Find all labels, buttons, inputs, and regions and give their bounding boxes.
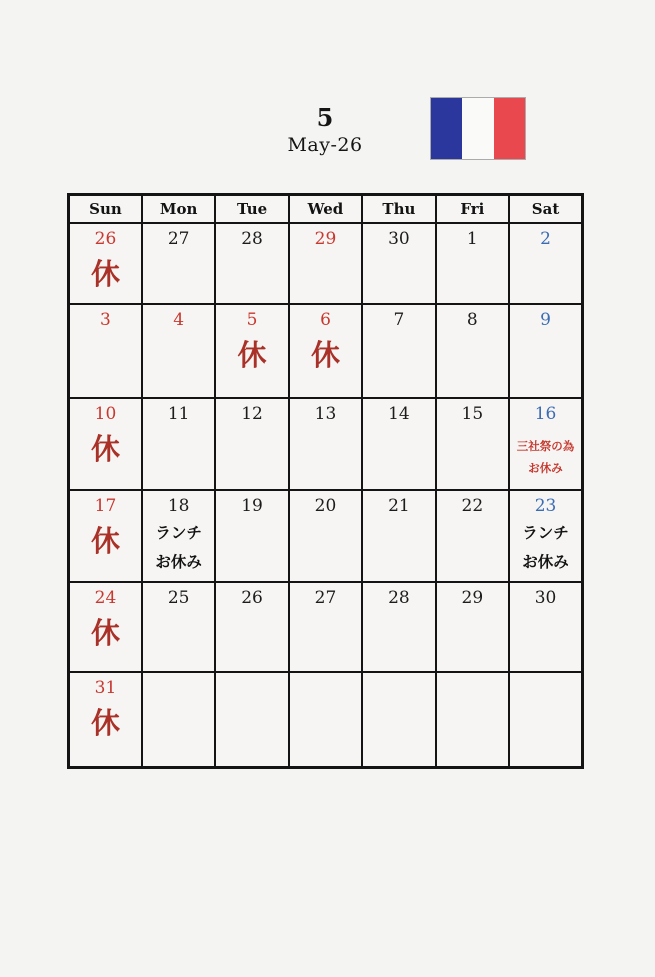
closure-note: 休 [90, 432, 120, 466]
flag-stripe-white [462, 98, 493, 159]
flag-stripe-blue [431, 98, 462, 159]
date-number: 9 [540, 310, 551, 330]
month-label: May-26 [287, 134, 363, 156]
date-number: 25 [167, 588, 190, 608]
closure-note: 休 [90, 616, 120, 650]
date-number: 6 [320, 310, 331, 330]
date-number: 1 [466, 229, 478, 249]
calendar-cell [436, 398, 509, 490]
date-number: 19 [241, 496, 263, 516]
date-number: 20 [314, 496, 337, 516]
calendar-cell [509, 582, 582, 672]
calendar-cell [436, 304, 509, 398]
date-number: 3 [100, 310, 111, 330]
calendar-cell [362, 582, 435, 672]
calendar-cell [436, 672, 509, 767]
calendar-cell [215, 490, 288, 582]
date-number: 10 [94, 404, 117, 424]
date-number: 18 [167, 496, 190, 516]
calendar-cell [69, 398, 142, 490]
date-number: 27 [314, 588, 337, 608]
closure-note: 休 [90, 257, 120, 291]
closure-note: 休 [237, 338, 267, 372]
calendar-cell [509, 672, 582, 767]
calendar-cell [142, 398, 215, 490]
calendar-cell [215, 398, 288, 490]
date-number: 8 [466, 310, 478, 330]
calendar-cell [289, 398, 362, 490]
calendar-table [67, 193, 584, 769]
calendar-header-row [69, 195, 583, 224]
date-number: 14 [388, 404, 410, 424]
date-number: 30 [388, 229, 410, 249]
calendar-cell [142, 223, 215, 304]
date-number: 2 [540, 229, 551, 249]
calendar-cell [362, 304, 435, 398]
date-number: 24 [94, 588, 117, 608]
calendar-cell [69, 490, 142, 582]
calendar-week-row [69, 582, 583, 672]
calendar-cell [289, 490, 362, 582]
calendar-cell [69, 223, 142, 304]
date-number: 28 [388, 588, 410, 608]
flag-stripe-red [494, 98, 525, 159]
closure-note: 三社祭の為 お休み [516, 439, 575, 475]
day-header-sun: Sun [69, 195, 142, 224]
closure-note: 休 [90, 524, 120, 558]
calendar-cell [362, 223, 435, 304]
day-header-thu: Thu [362, 195, 435, 224]
closure-note: ランチ お休み [155, 524, 202, 571]
date-number: 30 [534, 588, 557, 608]
calendar-week-row [69, 223, 583, 304]
calendar-cell [142, 672, 215, 767]
calendar-cell [142, 490, 215, 582]
calendar-cell [142, 304, 215, 398]
calendar-cell [509, 304, 582, 398]
calendar-cell [362, 490, 435, 582]
france-flag-icon [430, 97, 526, 160]
date-number: 11 [167, 404, 190, 424]
calendar-cell [215, 582, 288, 672]
calendar-cell [289, 304, 362, 398]
date-number: 29 [461, 588, 484, 608]
calendar-cell [289, 223, 362, 304]
calendar-week-row [69, 304, 583, 398]
calendar-week-row [69, 398, 583, 490]
date-number: 22 [461, 496, 484, 516]
date-number: 15 [461, 404, 484, 424]
date-number: 28 [241, 229, 263, 249]
month-number: 5 [316, 103, 334, 132]
date-number: 23 [534, 496, 557, 516]
date-number: 13 [314, 404, 337, 424]
calendar-cell [362, 398, 435, 490]
calendar-cell [509, 223, 582, 304]
date-number: 29 [314, 229, 337, 249]
calendar-cell [289, 582, 362, 672]
date-number: 27 [167, 229, 190, 249]
calendar-week-row [69, 672, 583, 767]
calendar-cell [142, 582, 215, 672]
date-number: 4 [173, 310, 185, 330]
day-header-tue: Tue [215, 195, 288, 224]
date-number: 17 [94, 496, 117, 516]
closure-note: ランチ お休み [522, 524, 569, 571]
day-header-wed: Wed [289, 195, 362, 224]
closure-note: 休 [90, 706, 120, 740]
date-number: 7 [393, 310, 405, 330]
date-number: 12 [241, 404, 263, 424]
calendar-cell [215, 223, 288, 304]
calendar-cell [362, 672, 435, 767]
date-number: 5 [246, 310, 258, 330]
calendar-cell [436, 223, 509, 304]
calendar-cell [69, 672, 142, 767]
calendar-cell [289, 672, 362, 767]
calendar-cell [509, 398, 582, 490]
date-number: 31 [94, 678, 117, 698]
calendar-cell [215, 672, 288, 767]
date-number: 21 [388, 496, 410, 516]
calendar-cell [509, 490, 582, 582]
day-header-mon: Mon [142, 195, 215, 224]
closure-note: 休 [310, 338, 340, 372]
day-header-sat: Sat [509, 195, 582, 224]
calendar-cell [69, 304, 142, 398]
day-header-fri: Fri [436, 195, 509, 224]
calendar-cell [436, 490, 509, 582]
date-number: 16 [534, 404, 557, 424]
calendar-cell [215, 304, 288, 398]
date-number: 26 [241, 588, 263, 608]
calendar-week-row [69, 490, 583, 582]
calendar-cell [436, 582, 509, 672]
date-number: 26 [94, 229, 117, 249]
calendar-cell [69, 582, 142, 672]
